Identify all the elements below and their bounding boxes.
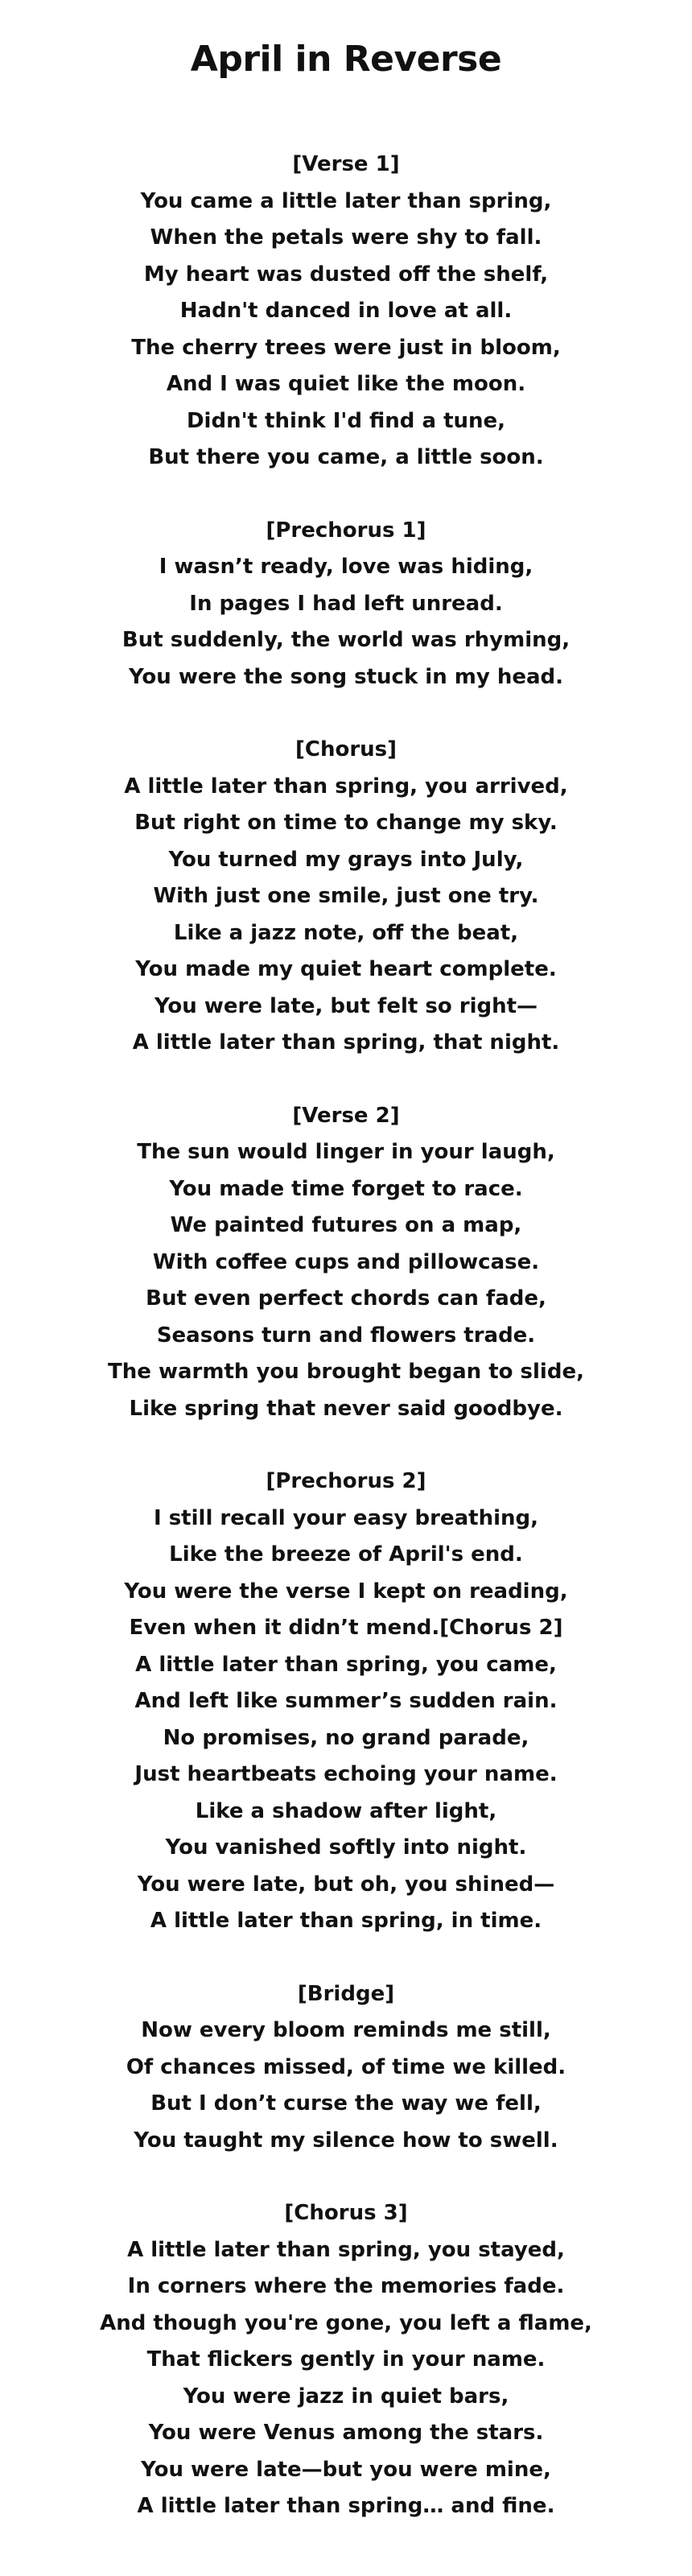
lyric-line: And left like summer’s sudden rain. (134, 1689, 558, 1713)
section-heading: [Prechorus 1] (266, 518, 426, 543)
lyric-line: A little later than spring, that night. (132, 1030, 560, 1055)
lyric-line: A little later than spring… and fine. (137, 2494, 555, 2518)
lyric-line: But right on time to change my sky. (134, 811, 558, 835)
lyrics-section (0, 513, 692, 696)
lyric-line: You were late, but felt so right— (154, 993, 538, 1018)
lyric-line: You were the verse I kept on reading, (124, 1579, 568, 1604)
lyric-line: And I was quiet like the moon. (166, 372, 526, 396)
lyric-line: And though you're gone, you left a flame, (100, 2310, 592, 2335)
lyric-line: You made my quiet heart complete. (135, 957, 557, 981)
lyric-line: You made time forget to race. (169, 1176, 523, 1201)
lyric-line: Even when it didn’t mend.[Chorus 2] (129, 1616, 563, 1640)
lyric-line: I wasn’t ready, love was hiding, (159, 555, 533, 579)
lyric-line: The cherry trees were just in bloom, (131, 335, 561, 360)
lyric-line: Like the breeze of April's end. (169, 1542, 523, 1567)
lyric-line: Like a shadow after light, (195, 1798, 497, 1823)
lyric-line: You were late, but oh, you shined— (137, 1872, 555, 1897)
lyric-line: In corners where the memories fade. (127, 2274, 565, 2298)
lyric-line: Didn't think I'd find a tune, (186, 408, 506, 433)
lyric-line: The sun would linger in your laugh, (137, 1140, 555, 1164)
lyrics-section (0, 1098, 692, 1428)
section-heading: [Chorus] (295, 737, 397, 762)
lyric-line: But I don’t curse the way we fell, (150, 2091, 542, 2116)
lyric-line: You were late—but you were mine, (141, 2457, 551, 2482)
lyric-line: A little later than spring, in time. (150, 1909, 542, 1933)
lyric-line: No promises, no grand parade, (163, 1725, 529, 1750)
lyric-line: With coffee cups and pillowcase. (152, 1249, 540, 1274)
lyric-line: You were Venus among the stars. (148, 2421, 544, 2445)
lyric-line: Seasons turn and flowers trade. (156, 1323, 536, 1348)
lyric-line: You turned my grays into July, (168, 847, 524, 872)
lyric-line: Just heartbeats echoing your name. (134, 1762, 558, 1786)
lyric-line: You were jazz in quiet bars, (183, 2384, 509, 2409)
section-heading: [Verse 2] (292, 1103, 400, 1128)
lyric-line: In pages I had left unread. (189, 591, 503, 616)
lyric-line: With just one smile, just one try. (153, 884, 539, 908)
lyric-line: We painted futures on a map, (170, 1213, 522, 1237)
section-heading: [Chorus 3] (284, 2201, 408, 2225)
lyrics-section (0, 1976, 692, 2160)
lyrics-body (0, 147, 692, 2525)
section-heading: [Prechorus 2] (266, 1469, 426, 1493)
lyric-line: But suddenly, the world was rhyming, (122, 628, 570, 652)
lyric-line: You were the song stuck in my head. (128, 664, 564, 689)
lyric-line: Now every bloom reminds me still, (141, 2018, 551, 2042)
lyrics-section (0, 147, 692, 477)
lyric-line: But there you came, a little soon. (148, 445, 544, 469)
lyric-line: Like spring that never said goodbye. (129, 1396, 563, 1421)
lyric-line: A little later than spring, you came, (135, 1652, 557, 1677)
lyric-line: My heart was dusted off the shelf, (143, 262, 549, 287)
lyric-line: When the petals were shy to fall. (150, 225, 542, 250)
lyrics-section (0, 732, 692, 1062)
lyric-line: You vanished softly into night. (165, 1835, 527, 1860)
lyric-line: Of chances missed, of time we killed. (126, 2054, 566, 2079)
section-heading: [Verse 1] (292, 152, 400, 176)
section-heading: [Bridge] (297, 1981, 395, 2006)
lyric-line: You came a little later than spring, (140, 188, 552, 213)
lyric-line: Like a jazz note, off the beat, (173, 920, 519, 945)
lyric-line: Hadn't danced in love at all. (179, 299, 513, 323)
lyrics-section (0, 2195, 692, 2525)
lyric-line: The warmth you brought began to slide, (108, 1360, 584, 1384)
lyric-line: A little later than spring, you arrived, (124, 774, 568, 799)
lyrics-section (0, 1463, 692, 1940)
lyric-line: You taught my silence how to swell. (134, 2128, 558, 2153)
song-title: April in Reverse (190, 39, 502, 80)
lyric-line: That flickers gently in your name. (146, 2347, 546, 2372)
lyric-line: But even perfect chords can fade, (146, 1286, 546, 1311)
lyric-line: I still recall your easy breathing, (153, 1505, 539, 1530)
lyric-line: A little later than spring, you stayed, (127, 2237, 565, 2262)
